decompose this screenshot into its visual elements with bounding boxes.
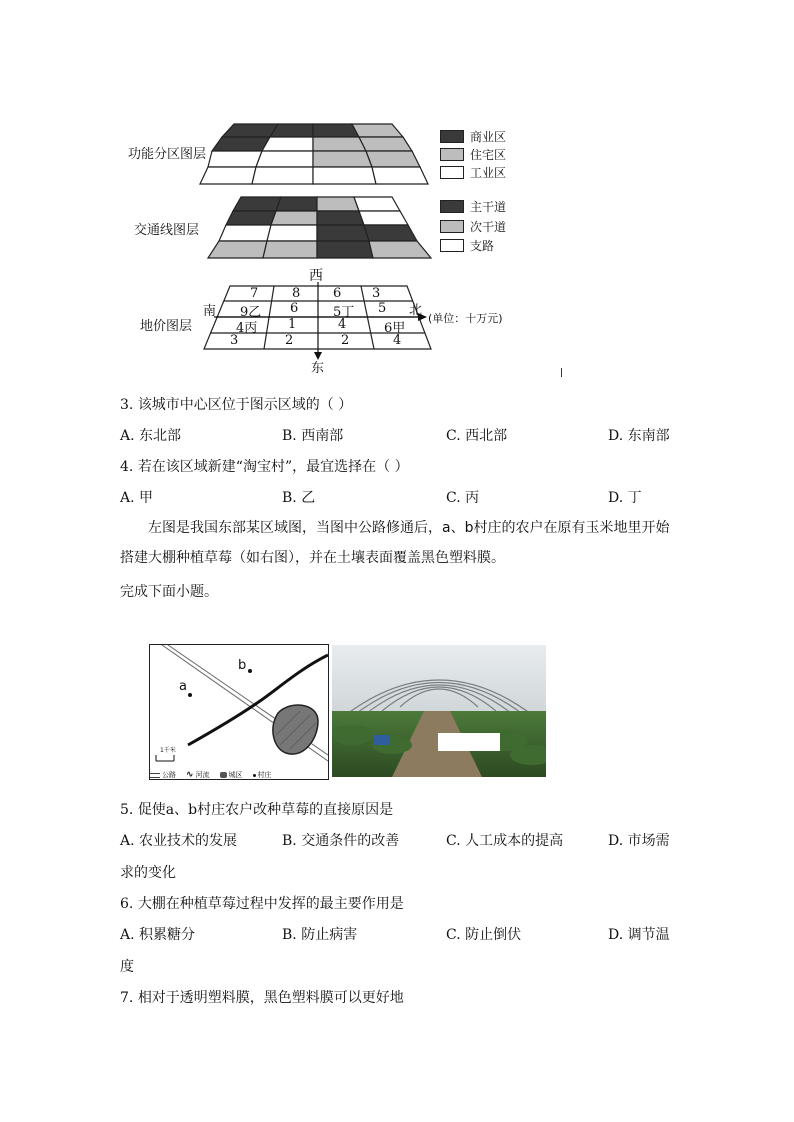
scale-label: 1千米	[160, 747, 176, 754]
layer-label-traffic: 交通线图层	[134, 223, 200, 238]
q3-option-c[interactable]: C. 西北部	[446, 428, 508, 444]
legend-label: 次干道	[470, 220, 507, 234]
urban-symbol-icon	[220, 772, 227, 778]
question-7	[120, 989, 404, 1007]
legend-river	[186, 770, 210, 780]
price-cell: 7	[250, 286, 259, 301]
legend-label: 公路	[162, 771, 176, 779]
label-south: 南	[203, 304, 217, 319]
region-map-legend	[150, 770, 328, 780]
price-cell: 3	[372, 286, 381, 301]
legend-commercial	[440, 128, 506, 145]
label-north: 北	[409, 303, 423, 318]
q6-option-c[interactable]: C. 防止倒伏	[446, 927, 522, 943]
q4-option-d[interactable]: D. 丁	[608, 490, 642, 506]
intro-paragraph: 左图是我国东部某区域图，当图中公路修通后，a、b村庄的农户在原有玉米地里开始搭建大棚种植草莓（如右图），并在土壤表面覆盖黑色塑料膜。	[120, 520, 670, 566]
q3-option-b[interactable]: B. 西南部	[282, 428, 344, 444]
legend-industrial	[440, 164, 506, 181]
question-number: 3.	[120, 397, 134, 413]
price-cell-yi: 9乙	[240, 305, 262, 320]
legend-label: 商业区	[470, 130, 507, 144]
question-text: 大棚在种植草莓过程中发挥的最主要作用是	[137, 896, 404, 912]
swatch-secondary-road	[440, 220, 464, 233]
price-cell: 8	[292, 286, 301, 301]
q5-option-d-wrap: 求的变化	[120, 865, 176, 881]
question-number: 5.	[120, 802, 134, 818]
q3-option-a[interactable]: A. 东北部	[120, 428, 182, 444]
question-5	[120, 801, 393, 819]
q5-option-c[interactable]: C. 人工成本的提高	[446, 833, 564, 849]
q6-option-d[interactable]: D. 调节温	[608, 927, 670, 943]
price-cell: 5	[378, 301, 387, 316]
question-4	[120, 458, 409, 476]
price-cell: 2	[285, 333, 294, 348]
q4-option-c[interactable]: C. 丙	[446, 490, 480, 506]
land-price-unit: (单位：十万元)	[428, 312, 503, 325]
price-cell: 3	[230, 333, 239, 348]
swatch-main-road	[440, 200, 464, 213]
price-cell-jia: 6甲	[384, 321, 406, 336]
q4-option-b[interactable]: B. 乙	[282, 490, 316, 506]
legend-urban	[220, 770, 243, 780]
village-b-label: b	[238, 658, 247, 673]
legend-label: 工业区	[470, 166, 507, 180]
question-text: 若在该区域新建“淘宝村”，最宜选择在（ ）	[137, 459, 409, 475]
question-number: 7.	[120, 990, 134, 1006]
legend-label: 城区	[228, 771, 243, 779]
function-layer-grid	[200, 124, 428, 184]
question-text: 促使a、b村庄农户改种草莓的直接原因是	[137, 802, 394, 818]
layer-label-function: 功能分区图层	[128, 147, 207, 162]
traffic-layer-grid	[208, 197, 431, 258]
price-cell-ding: 5丁	[333, 305, 355, 320]
greenhouse-photo-drawing	[332, 645, 546, 777]
figure-urban-layers	[0, 0, 794, 390]
swatch-commercial	[440, 130, 464, 143]
price-cell: 6	[333, 286, 342, 301]
legend-label: 主干道	[470, 200, 507, 214]
village-symbol-icon	[253, 774, 256, 777]
stray-mark	[561, 368, 562, 377]
question-3	[120, 396, 352, 414]
q6-option-b[interactable]: B. 防止病害	[282, 927, 358, 943]
question-number: 6.	[120, 896, 134, 912]
legend-label: 住宅区	[470, 148, 507, 162]
q6-option-a[interactable]: A. 积累糖分	[120, 927, 196, 943]
question-6	[120, 895, 404, 913]
q4-option-a[interactable]: A. 甲	[120, 490, 154, 506]
q3-option-d[interactable]: D. 东南部	[608, 428, 670, 444]
label-west: 西	[309, 268, 323, 284]
q6-option-d-wrap: 度	[120, 959, 134, 975]
region-map	[149, 644, 329, 780]
greenhouse-photo	[332, 645, 546, 777]
price-cell: 6	[290, 301, 299, 316]
price-cell: 4	[393, 333, 402, 348]
swatch-branch-road	[440, 239, 464, 252]
intro-instruction: 完成下面小题。	[120, 584, 218, 600]
price-cell: 1	[288, 317, 297, 332]
question-number: 4.	[120, 459, 134, 475]
legend-label: 河流	[195, 771, 210, 779]
legend-label: 支路	[470, 239, 495, 253]
legend-road	[150, 770, 176, 780]
legend-secondary-road	[440, 218, 506, 235]
road-symbol-icon	[150, 773, 160, 778]
village-a-label: a	[179, 679, 187, 694]
legend-label: 村庄	[257, 771, 272, 779]
label-east: 东	[311, 361, 325, 376]
question-text: 该城市中心区位于图示区域的（ ）	[137, 397, 353, 413]
layer-label-land-price: 地价图层	[140, 319, 193, 334]
river-symbol-icon: ∿	[186, 770, 194, 780]
price-cell: 4	[338, 317, 347, 332]
q5-option-a[interactable]: A. 农业技术的发展	[120, 833, 238, 849]
legend-branch-road	[440, 237, 494, 254]
q5-option-b[interactable]: B. 交通条件的改善	[282, 833, 400, 849]
price-cell: 2	[341, 333, 350, 348]
q5-option-d[interactable]: D. 市场需	[608, 833, 670, 849]
legend-village	[253, 770, 272, 780]
swatch-residential	[440, 148, 464, 161]
question-text: 相对于透明塑料膜，黑色塑料膜可以更好地	[137, 990, 404, 1006]
price-cell-bing: 4丙	[236, 321, 258, 336]
swatch-industrial	[440, 166, 464, 179]
legend-main-road	[440, 198, 506, 215]
legend-residential	[440, 146, 506, 163]
